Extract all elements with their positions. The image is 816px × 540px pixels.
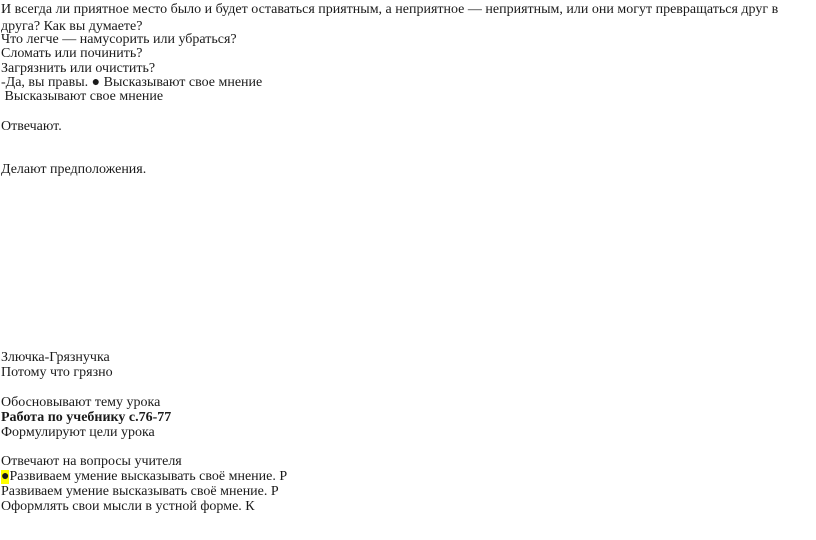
assumptions-text: Делают предположения.	[1, 162, 147, 177]
because-dirty-text: Потому что грязно	[1, 365, 113, 380]
formulate-goals-text: Формулируют цели урока	[1, 425, 155, 440]
answer-yes: -Да, вы правы.	[1, 75, 89, 90]
highlighted-bullet-icon: ●	[1, 469, 10, 484]
answer-teacher-text: Отвечают на вопросы учителя	[1, 454, 182, 469]
formulate-thoughts-text: Оформлять свои мысли в устной форме. К	[1, 499, 255, 514]
develop-skill-text: Развиваем умение высказывать своё мнение. Р	[9, 469, 288, 484]
express-opinion-repeat: Высказывают свое мнение	[1, 89, 164, 104]
intro-question: И всегда ли приятное место было и будет оставаться приятным, а неприятное — неприятным, или они могут превращаться друг в друга? Как вы думаете?	[1, 2, 779, 34]
bullet-icon: ●	[91, 75, 101, 90]
textbook-work-heading: Работа по учебнику с.76-77	[1, 410, 172, 425]
question-break: Сломать или починить?	[1, 46, 143, 61]
develop-skill-repeat: Развиваем умение высказывать своё мнение. Р	[1, 484, 279, 499]
question-litter: Что легче — намусорить или убраться?	[1, 32, 237, 47]
question-dirty: Загрязнить или очистить?	[1, 61, 156, 76]
express-opinion: Высказывают свое мнение	[103, 75, 263, 90]
answer-text: Отвечают.	[1, 119, 62, 134]
zlyuchka-text: Злючка-Грязнучка	[1, 350, 110, 365]
justify-topic-text: Обосновывают тему урока	[1, 395, 161, 410]
